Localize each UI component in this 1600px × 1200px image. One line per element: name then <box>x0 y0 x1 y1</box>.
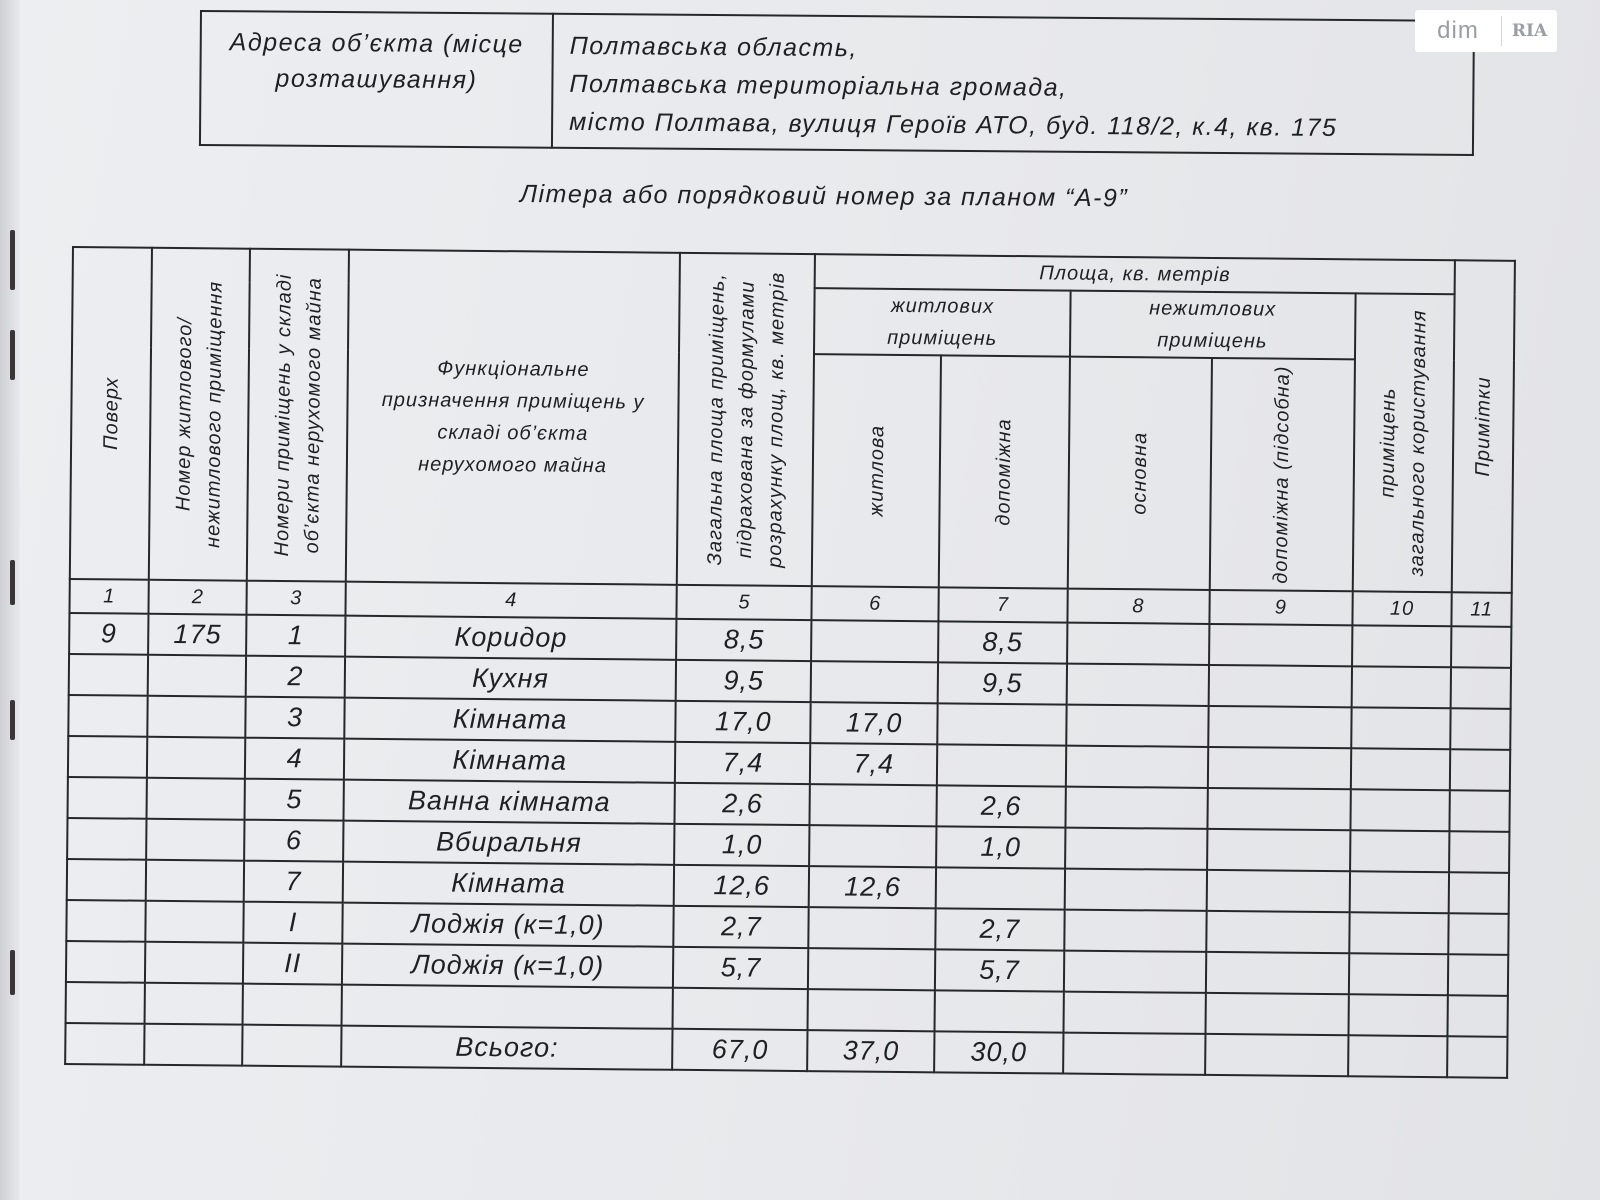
row-auxiliary-area <box>937 703 1066 745</box>
totals-label: Всього: <box>341 1026 673 1070</box>
row-room-name: Вбиральня <box>343 821 675 865</box>
row-unit-number <box>148 655 247 697</box>
address-table <box>199 10 1475 156</box>
column-number: 7 <box>938 587 1067 622</box>
row-empty-cell <box>1352 625 1452 667</box>
row-total-area: 5,7 <box>673 947 808 989</box>
row-empty-cell <box>1208 665 1351 707</box>
row-room-name: Кухня <box>344 657 676 701</box>
row-empty-cell <box>1448 995 1508 1037</box>
header-nonresidential-group: нежитлових приміщень <box>1070 291 1356 360</box>
column-number: 8 <box>1067 589 1209 624</box>
column-number: 2 <box>149 580 248 615</box>
row-unit-number <box>145 983 244 1025</box>
row-living-area <box>808 948 935 990</box>
row-living-area <box>808 989 935 1031</box>
row-room-number: I <box>244 902 343 944</box>
row-empty-cell <box>1349 871 1449 913</box>
row-empty-cell <box>1207 788 1350 830</box>
row-empty-cell <box>1208 706 1351 748</box>
address-line: Полтавська область, <box>569 31 858 63</box>
row-living-area <box>811 620 938 662</box>
row-empty-cell <box>1350 830 1450 872</box>
row-unit-number: 175 <box>148 614 247 656</box>
header-auxiliary: допоміжна <box>939 355 1070 588</box>
header-main: основна <box>1068 357 1212 590</box>
row-living-area: 17,0 <box>811 702 938 744</box>
row-empty-cell <box>1206 911 1349 953</box>
row-empty-cell <box>1066 746 1208 788</box>
row-floor <box>67 859 146 901</box>
row-unit-number <box>145 942 244 984</box>
row-auxiliary-area: 9,5 <box>938 662 1067 704</box>
row-empty-cell <box>1209 624 1352 666</box>
header-auxiliary-utility: допоміжна (підсобна) <box>1210 358 1355 591</box>
row-floor <box>66 982 145 1024</box>
plan-letter-subtitle: Літера або порядковий номер за планом “А-9” <box>519 180 1129 213</box>
row-floor <box>68 736 147 778</box>
row-empty-cell <box>1448 954 1508 996</box>
row-floor <box>69 654 148 696</box>
row-auxiliary-area <box>937 744 1066 786</box>
row-empty-cell <box>1351 707 1451 749</box>
row-floor <box>66 900 145 942</box>
column-number: 1 <box>69 579 148 614</box>
column-number: 9 <box>1209 590 1352 625</box>
row-room-name: Ванна кімната <box>343 780 675 824</box>
row-auxiliary-area: 2,6 <box>936 785 1065 827</box>
row-total-area <box>673 988 808 1030</box>
header-living: житлова <box>812 354 941 587</box>
binder-spine <box>0 0 20 1200</box>
row-empty-cell <box>1064 869 1206 911</box>
row-empty-cell <box>1064 910 1206 952</box>
header-room-numbers: Номери приміщень у складі об’єкта нерухомого майна <box>247 249 349 582</box>
row-living-area: 7,4 <box>810 743 937 785</box>
row-room-number: II <box>243 943 342 985</box>
row-room-name: Лоджія (к=1,0) <box>342 903 674 947</box>
row-total-area: 2,7 <box>674 906 809 948</box>
row-empty-cell <box>1066 664 1208 706</box>
watermark-dim: dim <box>1437 17 1479 44</box>
row-living-area <box>811 661 938 703</box>
row-living-area <box>810 784 937 826</box>
header-residential-group: житлових приміщень <box>814 288 1070 356</box>
row-floor <box>67 818 146 860</box>
row-room-number: 2 <box>246 656 345 698</box>
row-room-name <box>341 985 673 1029</box>
row-living-area <box>809 825 936 867</box>
rooms-table <box>64 246 1516 1079</box>
row-room-number: 3 <box>246 697 345 739</box>
row-floor <box>66 941 145 983</box>
row-unit-number <box>147 737 246 779</box>
row-empty-cell <box>1351 666 1451 708</box>
row-auxiliary-area: 1,0 <box>936 826 1065 868</box>
row-empty-cell <box>1066 705 1208 747</box>
row-total-area: 12,6 <box>674 865 809 907</box>
address-line: Полтавська територіальна громада, <box>569 69 1068 102</box>
row-total-area: 17,0 <box>676 701 811 743</box>
address-label: Адреса об’єкта (місце розташування) <box>200 11 553 148</box>
row-unit-number <box>147 778 246 820</box>
row-living-area <box>809 907 936 949</box>
row-empty-cell <box>1450 708 1510 750</box>
row-empty-cell <box>1208 747 1351 789</box>
row-empty-cell <box>1067 623 1209 665</box>
row-empty-cell <box>1449 831 1509 873</box>
header-notes: Примітки <box>1452 260 1515 593</box>
row-floor <box>68 695 147 737</box>
row-empty-cell <box>1206 952 1349 994</box>
row-room-name: Коридор <box>345 616 677 660</box>
row-unit-number <box>147 696 246 738</box>
row-empty-cell <box>1450 749 1510 791</box>
column-number: 11 <box>1452 592 1512 627</box>
row-empty-cell <box>1449 872 1509 914</box>
header-purpose: Функціональне призначення приміщень у складі об’єкта нерухомого майна <box>346 250 681 585</box>
row-unit-number <box>146 819 245 861</box>
header-unit-number: Номер житлового/ нежитлового приміщення <box>149 248 251 581</box>
row-auxiliary-area: 2,7 <box>935 908 1064 950</box>
watermark-ria: RIA <box>1511 21 1548 41</box>
row-total-area: 9,5 <box>676 660 811 702</box>
column-number: 6 <box>812 586 939 621</box>
column-number: 4 <box>345 582 677 619</box>
row-living-area: 12,6 <box>809 866 936 908</box>
row-auxiliary-area <box>935 990 1064 1032</box>
row-empty-cell <box>1063 992 1205 1034</box>
row-empty-cell <box>1348 994 1448 1036</box>
row-room-number <box>243 984 342 1026</box>
row-empty-cell <box>1064 951 1206 993</box>
row-empty-cell <box>1350 789 1450 831</box>
row-floor <box>68 777 147 819</box>
row-floor: 9 <box>69 613 148 655</box>
column-number: 5 <box>677 585 812 620</box>
row-empty-cell <box>1207 829 1350 871</box>
row-empty-cell <box>1351 748 1451 790</box>
totals-living: 37,0 <box>807 1030 934 1072</box>
totals-total-area: 67,0 <box>673 1029 808 1071</box>
row-room-number: 5 <box>245 779 344 821</box>
row-total-area: 2,6 <box>675 783 810 825</box>
row-room-name: Кімната <box>344 698 676 742</box>
row-unit-number <box>145 901 244 943</box>
column-number: 3 <box>247 581 346 616</box>
row-total-area: 7,4 <box>675 742 810 784</box>
row-room-name: Лоджія (к=1,0) <box>342 944 674 988</box>
row-room-number: 6 <box>245 820 344 862</box>
header-common-use: приміщень загального користування <box>1352 293 1454 592</box>
row-room-number: 7 <box>244 861 343 903</box>
row-empty-cell <box>1349 912 1449 954</box>
row-empty-cell <box>1205 993 1348 1035</box>
address-value <box>552 14 1474 155</box>
row-empty-cell <box>1206 870 1349 912</box>
row-empty-cell <box>1450 790 1510 832</box>
row-auxiliary-area <box>936 867 1065 909</box>
row-auxiliary-area: 5,7 <box>935 949 1064 991</box>
row-empty-cell <box>1448 913 1508 955</box>
row-room-number: 1 <box>247 615 346 657</box>
row-empty-cell <box>1451 626 1511 668</box>
row-room-name: Кімната <box>343 862 675 906</box>
dim-ria-watermark <box>1415 10 1557 52</box>
row-empty-cell <box>1065 787 1207 829</box>
row-auxiliary-area: 8,5 <box>938 621 1067 663</box>
totals-auxiliary: 30,0 <box>934 1031 1063 1073</box>
header-floor: Поверх <box>70 247 152 580</box>
row-room-number: 4 <box>245 738 344 780</box>
header-area-group: Площа, кв. метрів <box>815 254 1455 294</box>
address-line: місто Полтава, вулиця Героїв АТО, буд. 118/2, к.4, кв. 175 <box>569 107 1338 142</box>
row-room-name: Кімната <box>344 739 676 783</box>
row-empty-cell <box>1451 667 1511 709</box>
row-unit-number <box>146 860 245 902</box>
row-empty-cell <box>1349 953 1449 995</box>
header-total-area: Загальна площа приміщень, підрахована за формулами розрахунку площ, кв. метрів <box>677 253 815 586</box>
row-total-area: 8,5 <box>676 619 811 661</box>
column-number: 10 <box>1352 591 1452 626</box>
row-total-area: 1,0 <box>674 824 809 866</box>
row-empty-cell <box>1065 828 1207 870</box>
